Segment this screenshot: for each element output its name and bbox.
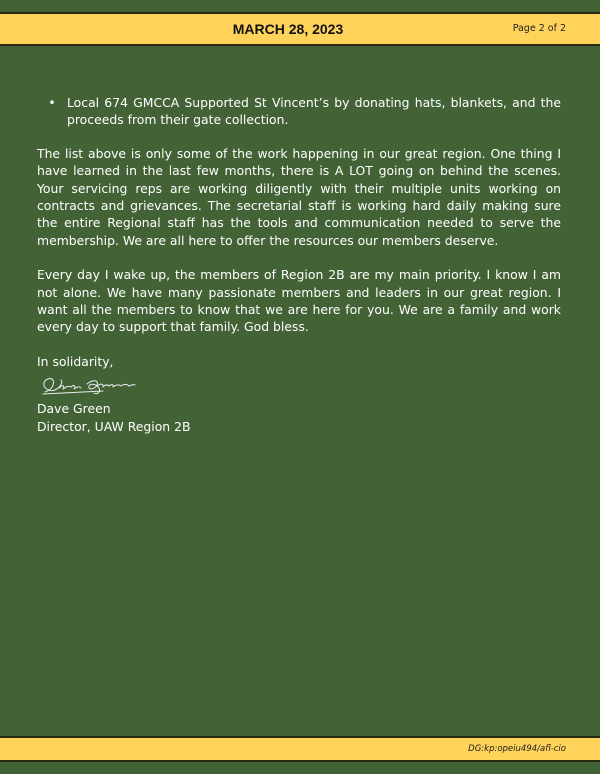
letter-body: [37, 94, 561, 435]
newsletter-date: MARCH 28, 2023: [232, 21, 344, 37]
bullet-text: Local 674 GMCCA Supported St Vincent’s by donating hats, blankets, and the proceeds from their gate collection.: [67, 95, 561, 128]
footer-bar: [0, 736, 600, 762]
bullet-icon: •: [48, 95, 56, 110]
paragraph-members-priority: Every day I wake up, the members of Region 2B are my main priority. I know I am not alone. We have many passionate members and leaders in our great region. I want all the members to know that we are here for you. We are a family and work every day to support that family. God bless.: [37, 267, 561, 335]
bullet-item: [37, 94, 561, 129]
signer-name: Dave Green: [37, 401, 111, 417]
header-bar: [0, 12, 600, 46]
closing-salutation: In solidarity,: [37, 353, 114, 369]
page-number: Page 2 of 2: [512, 23, 566, 34]
handwritten-signature: [41, 374, 137, 396]
paragraph-regional-work: The list above is only some of the work happening in our great region. One thing I have learned in the last few months, there is A LOT going on behind the scenes. Your servicing reps are working diligently with their multiple units working on contracts and grievances. The secretarial staff is working hard daily making sure the entire Regional staff has the tools and communication needed to serve the membership. We are all here to offer the resources our members deserve.: [37, 145, 561, 248]
signer-title: Director, UAW Region 2B: [37, 418, 191, 434]
footer-reference: DG:kp:opeiu494/afl-cio: [468, 744, 566, 754]
